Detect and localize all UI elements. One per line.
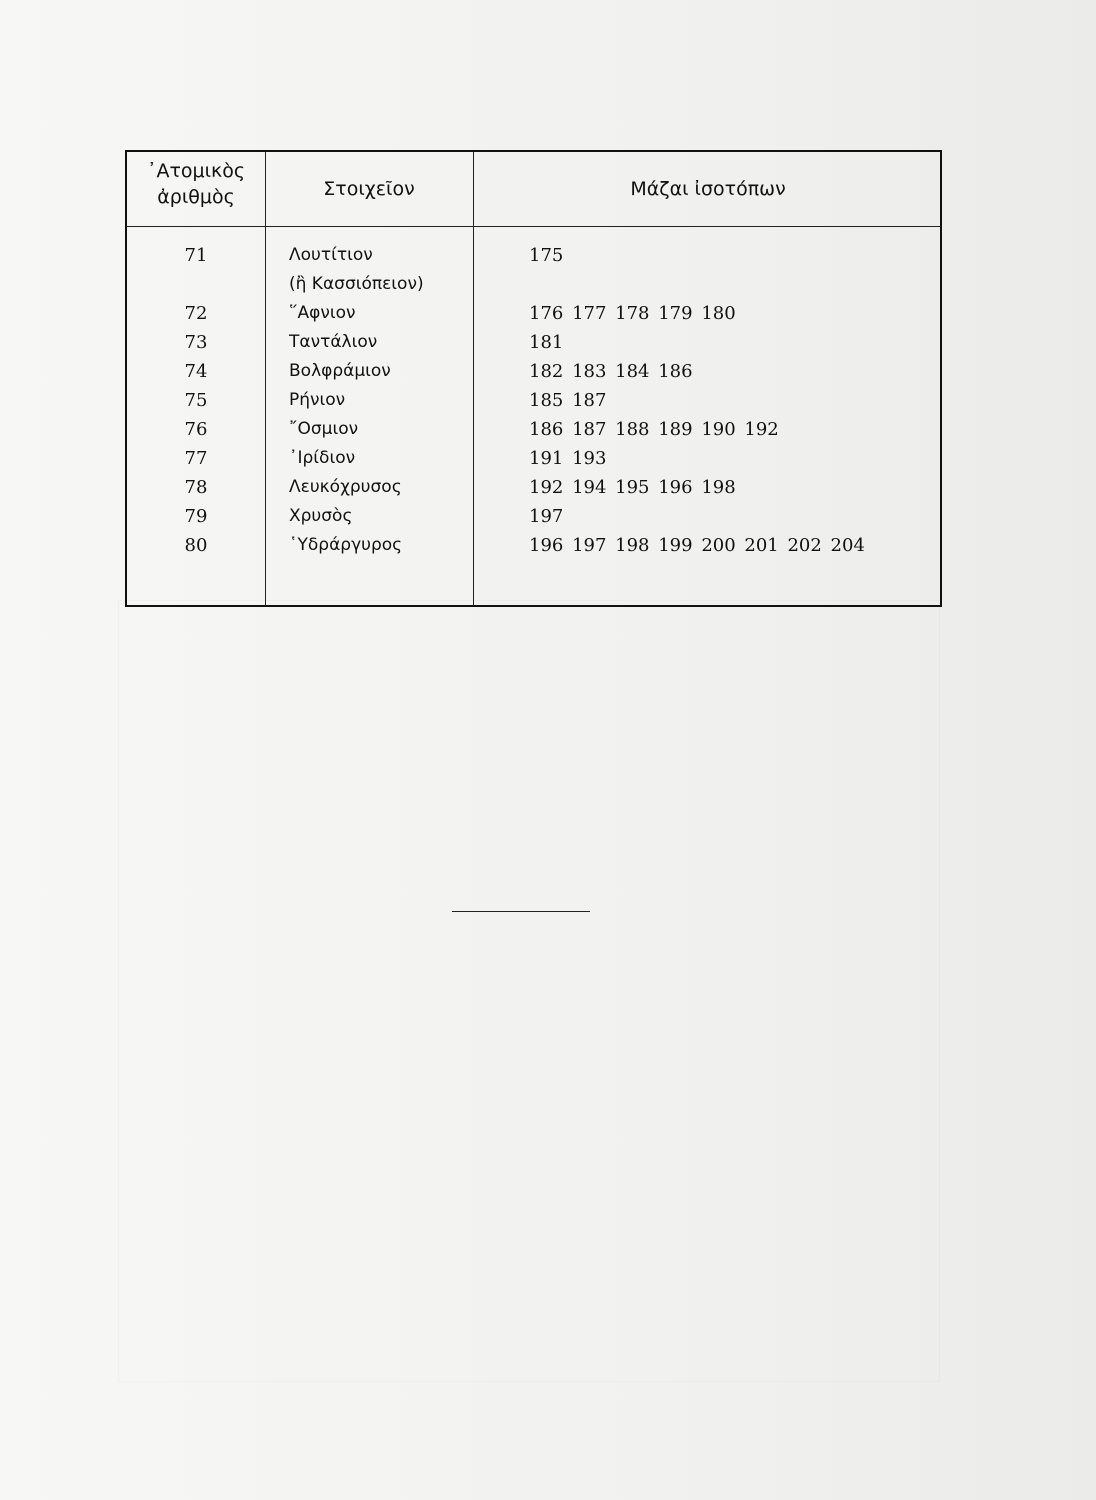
isotope-masses: 197 bbox=[529, 506, 564, 527]
isotope-table bbox=[125, 150, 942, 607]
atomic-number: 79 bbox=[184, 506, 208, 527]
header-atomic-line2: ἀριθμὸς bbox=[157, 186, 235, 208]
atomic-number: 78 bbox=[184, 477, 208, 498]
atomic-number: 72 bbox=[184, 303, 208, 324]
element-name: Βολφράμιον bbox=[289, 361, 391, 381]
element-name: ῎Οσμιον bbox=[289, 419, 359, 439]
element-name: ῾Υδράργυρος bbox=[289, 535, 403, 555]
table-row bbox=[127, 299, 940, 328]
header-isotope-masses: Μάζαι ἰσοτόπων bbox=[630, 178, 786, 200]
isotope-masses: 192 194 195 196 198 bbox=[529, 477, 736, 498]
element-name: Λευκόχρυσος bbox=[289, 477, 402, 497]
header-atomic-number bbox=[127, 158, 265, 210]
table-row bbox=[127, 270, 940, 299]
table-row bbox=[127, 241, 940, 270]
isotope-masses: 191 193 bbox=[529, 448, 607, 469]
element-name: Ρήνιον bbox=[289, 390, 346, 410]
table-row bbox=[127, 473, 940, 502]
element-name: Ταντάλιον bbox=[289, 332, 378, 352]
table-row bbox=[127, 502, 940, 531]
isotope-masses: 182 183 184 186 bbox=[529, 361, 693, 382]
element-name: Χρυσὸς bbox=[289, 506, 353, 526]
element-name: (ἢ Κασσιόπειον) bbox=[289, 274, 424, 294]
isotope-masses: 196 197 198 199 200 201 202 204 bbox=[529, 535, 865, 556]
isotope-masses: 181 bbox=[529, 332, 564, 353]
atomic-number: 80 bbox=[184, 535, 208, 556]
section-end-rule bbox=[452, 911, 590, 912]
header-atomic-line1: ᾿Ατομικὸς bbox=[146, 160, 246, 182]
table-row bbox=[127, 328, 940, 357]
header-element: Στοιχεῖον bbox=[323, 178, 415, 200]
header-divider bbox=[127, 226, 940, 227]
isotope-masses: 176 177 178 179 180 bbox=[529, 303, 736, 324]
table-row bbox=[127, 386, 940, 415]
isotope-masses: 185 187 bbox=[529, 390, 607, 411]
atomic-number: 75 bbox=[184, 390, 208, 411]
isotope-masses: 175 bbox=[529, 245, 564, 266]
element-name: ᾿Ιρίδιον bbox=[289, 448, 356, 468]
atomic-number: 71 bbox=[184, 245, 208, 266]
table-row bbox=[127, 531, 940, 560]
isotope-masses: 186 187 188 189 190 192 bbox=[529, 419, 779, 440]
table-row bbox=[127, 415, 940, 444]
atomic-number: 73 bbox=[184, 332, 208, 353]
atomic-number: 76 bbox=[184, 419, 208, 440]
atomic-number: 77 bbox=[184, 448, 208, 469]
element-name: Λουτίτιον bbox=[289, 245, 373, 265]
table-row bbox=[127, 444, 940, 473]
atomic-number: 74 bbox=[184, 361, 208, 382]
element-name: ῞Αφνιον bbox=[289, 303, 356, 323]
table-row bbox=[127, 357, 940, 386]
bleed-through-area bbox=[118, 600, 940, 1382]
